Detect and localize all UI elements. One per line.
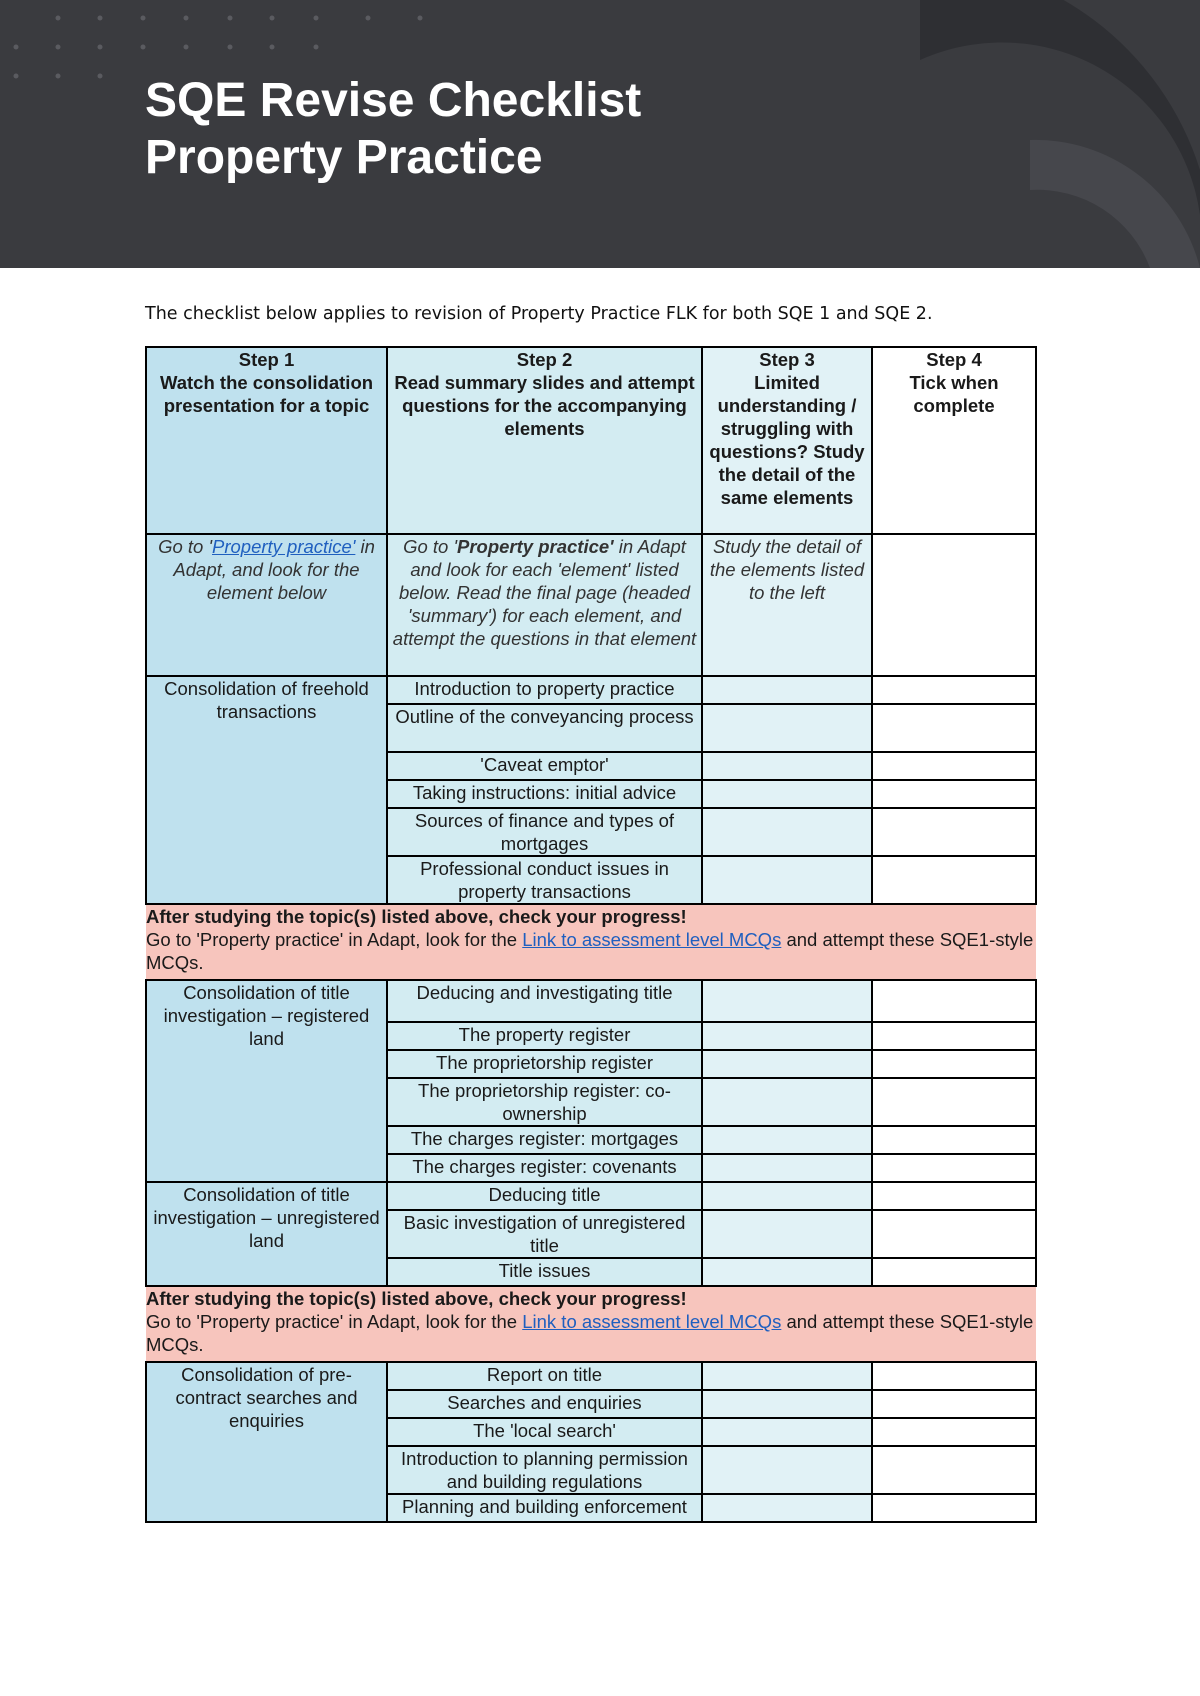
complete-checkbox-cell[interactable] [872, 1446, 1036, 1494]
element-name: Sources of finance and types of mortgages [387, 808, 702, 856]
complete-checkbox-cell[interactable] [872, 1258, 1036, 1286]
element-name: The charges register: mortgages [387, 1126, 702, 1154]
progress-check [146, 904, 1036, 980]
complete-checkbox-cell[interactable] [872, 1494, 1036, 1522]
step2-instruction: Go to 'Property practice' in Adapt and look for each 'element' listed below. Read the final page (headed 'summary') for each element, and attempt the questions in that element [387, 534, 702, 676]
complete-checkbox-cell[interactable] [872, 1050, 1036, 1078]
step3-instruction: Study the detail of the elements listed to the left [702, 534, 872, 676]
element-name: 'Caveat emptor' [387, 752, 702, 780]
step3-cell [702, 1050, 872, 1078]
step3-cell [702, 1446, 872, 1494]
element-name: Professional conduct issues in property transactions [387, 856, 702, 904]
assessment-mcq-link[interactable]: Link to assessment level MCQs [522, 1311, 782, 1332]
title-line-1: SQE Revise Checklist [145, 74, 642, 127]
step1-header: Step 1 Watch the consolidation presentation for a topic [146, 347, 387, 534]
complete-checkbox-cell[interactable] [872, 1362, 1036, 1390]
page-title [145, 72, 641, 186]
step3-cell [702, 752, 872, 780]
step2-header: Step 2 Read summary slides and attempt questions for the accompanying elements [387, 347, 702, 534]
step3-cell [702, 1154, 872, 1182]
step3-cell [702, 1390, 872, 1418]
element-name: Deducing title [387, 1182, 702, 1210]
element-name: The proprietorship register [387, 1050, 702, 1078]
step3-cell [702, 676, 872, 704]
element-name: Introduction to planning permission and building regulations [387, 1446, 702, 1494]
step3-header: Step 3 Limited understanding / struggling with questions? Study the detail of the same elements [702, 347, 872, 534]
element-name: Deducing and investigating title [387, 980, 702, 1022]
header-row [146, 347, 1036, 534]
step4-header: Step 4 Tick when complete [872, 347, 1036, 534]
element-name: Report on title [387, 1362, 702, 1390]
step4-instruction [872, 534, 1036, 676]
element-row [146, 980, 1036, 1022]
step3-cell [702, 1418, 872, 1446]
element-name: Title issues [387, 1258, 702, 1286]
element-name: The proprietorship register: co-ownership [387, 1078, 702, 1126]
step3-cell [702, 1494, 872, 1522]
header-banner [0, 0, 1200, 268]
element-name: Planning and building enforcement [387, 1494, 702, 1522]
progress-text-pre: Go to 'Property practice' in Adapt, look for the [146, 929, 523, 950]
progress-check-row [146, 1286, 1036, 1362]
progress-heading: After studying the topic(s) listed above, check your progress! [146, 906, 687, 927]
progress-text-pre: Go to 'Property practice' in Adapt, look for the [146, 1311, 523, 1332]
complete-checkbox-cell[interactable] [872, 704, 1036, 752]
step3-cell [702, 1362, 872, 1390]
step3-cell [702, 856, 872, 904]
step3-cell [702, 1182, 872, 1210]
progress-check-row [146, 904, 1036, 980]
element-name: Searches and enquiries [387, 1390, 702, 1418]
element-name: Taking instructions: initial advice [387, 780, 702, 808]
property-practice-link[interactable]: Property practice' [212, 536, 356, 557]
element-row [146, 1362, 1036, 1390]
complete-checkbox-cell[interactable] [872, 1390, 1036, 1418]
complete-checkbox-cell[interactable] [872, 752, 1036, 780]
step3-cell [702, 780, 872, 808]
checklist-table [145, 346, 1037, 1523]
step3-cell [702, 704, 872, 752]
element-row [146, 1182, 1036, 1210]
element-name: Basic investigation of unregistered title [387, 1210, 702, 1258]
step3-cell [702, 980, 872, 1022]
progress-text-post: and attempt these SQE1-style MCQs. [146, 1311, 1034, 1355]
element-name: The 'local search' [387, 1418, 702, 1446]
title-line-2: Property Practice [145, 131, 543, 184]
step3-cell [702, 1258, 872, 1286]
complete-checkbox-cell[interactable] [872, 1210, 1036, 1258]
topic-name: Consolidation of freehold transactions [146, 676, 387, 904]
element-row [146, 676, 1036, 704]
complete-checkbox-cell[interactable] [872, 1182, 1036, 1210]
instruction-row [146, 534, 1036, 676]
complete-checkbox-cell[interactable] [872, 808, 1036, 856]
topic-name: Consolidation of title investigation – unregistered land [146, 1182, 387, 1286]
step3-cell [702, 1022, 872, 1050]
step3-cell [702, 1126, 872, 1154]
complete-checkbox-cell[interactable] [872, 980, 1036, 1022]
step3-cell [702, 808, 872, 856]
element-name: The property register [387, 1022, 702, 1050]
complete-checkbox-cell[interactable] [872, 1154, 1036, 1182]
progress-check [146, 1286, 1036, 1362]
complete-checkbox-cell[interactable] [872, 676, 1036, 704]
step3-cell [702, 1210, 872, 1258]
complete-checkbox-cell[interactable] [872, 1418, 1036, 1446]
complete-checkbox-cell[interactable] [872, 1022, 1036, 1050]
complete-checkbox-cell[interactable] [872, 1126, 1036, 1154]
complete-checkbox-cell[interactable] [872, 1078, 1036, 1126]
progress-text-post: and attempt these SQE1-style MCQs. [146, 929, 1034, 973]
progress-heading: After studying the topic(s) listed above, check your progress! [146, 1288, 687, 1309]
step1-instruction: Go to 'Property practice' in Adapt, and look for the element below [146, 534, 387, 676]
element-name: The charges register: covenants [387, 1154, 702, 1182]
assessment-mcq-link[interactable]: Link to assessment level MCQs [522, 929, 782, 950]
topic-name: Consolidation of title investigation – registered land [146, 980, 387, 1182]
intro-text: The checklist below applies to revision of Property Practice FLK for both SQE 1 and SQE 2. [145, 304, 933, 324]
element-name: Outline of the conveyancing process [387, 704, 702, 752]
complete-checkbox-cell[interactable] [872, 780, 1036, 808]
step3-cell [702, 1078, 872, 1126]
topic-name: Consolidation of pre-contract searches and enquiries [146, 1362, 387, 1522]
element-name: Introduction to property practice [387, 676, 702, 704]
complete-checkbox-cell[interactable] [872, 856, 1036, 904]
